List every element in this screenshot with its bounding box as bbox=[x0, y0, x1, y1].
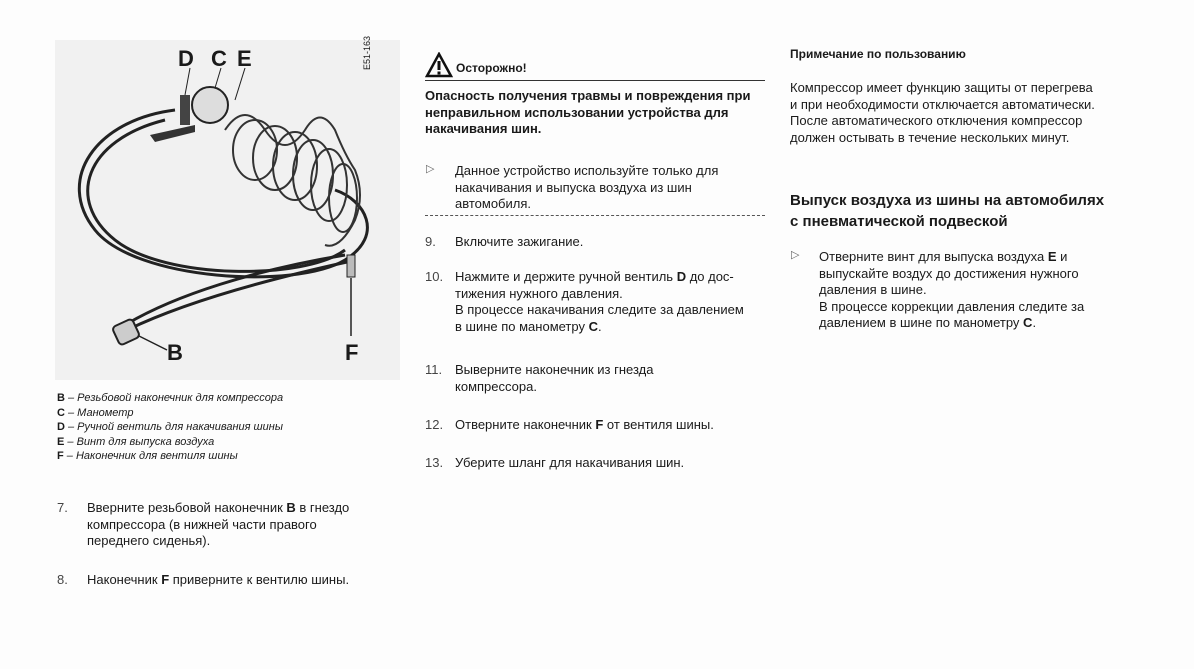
legend-item: C – Манометр bbox=[57, 406, 134, 419]
step-10: 10. Нажмите и держите ручной вентиль D до дос- тижения нужного давления. В процессе накачивания следите за давлением в шине по манометру C. bbox=[425, 269, 744, 334]
figure-legend bbox=[57, 391, 283, 464]
section-heading: Выпуск воздуха из шины на автомобилях с пневматической подвеской bbox=[790, 192, 1105, 230]
note-arrow-icon: ▷ bbox=[426, 163, 435, 175]
warning-divider bbox=[425, 80, 765, 81]
note-title: Примечание по пользованию bbox=[790, 47, 966, 61]
step-12: 12. Отверните наконечник F от вентиля шины. bbox=[425, 417, 714, 432]
step-8: 8. Наконечник F приверните к вентилю шины. bbox=[57, 572, 350, 587]
label-f: F bbox=[345, 340, 359, 365]
note-text: Компрессор имеет функцию защиты от перегрева и при необходимости отключается автоматически. После автоматического отключения компрессор должен остывать в течение нескольких минут. bbox=[790, 80, 1095, 145]
label-d: D bbox=[178, 46, 194, 71]
step-13: 13. Уберите шланг для накачивания шин. bbox=[425, 455, 685, 470]
label-e: E bbox=[237, 46, 252, 71]
warning-note: Данное устройство используйте только для накачивания и выпуска воздуха из шин автомобиля. bbox=[455, 163, 719, 211]
warning-end-divider bbox=[425, 215, 765, 216]
tire-inflation-hose-illustration bbox=[55, 40, 400, 380]
warning-title: Осторожно! bbox=[456, 61, 527, 75]
step-7: 7. Вверните резьбовой наконечник B в гнездо компрессора (в нижней части правого переднего сиденья). bbox=[57, 500, 350, 548]
label-c: C bbox=[211, 46, 227, 71]
legend-item: B – Резьбовой наконечник для компрессора bbox=[57, 392, 284, 404]
warning-text: Опасность получения травмы и повреждения при неправильном использовании устройства для накачивания шин. bbox=[425, 88, 751, 136]
note-arrow-icon: ▷ bbox=[791, 249, 800, 261]
legend-item: D – Ручной вентиль для накачивания шины bbox=[57, 421, 283, 433]
legend-item: F – Наконечник для вентиля шины bbox=[57, 450, 238, 462]
figure-code: E51-163 bbox=[362, 35, 372, 70]
step-11: 11. Выверните наконечник из гнезда компрессора. bbox=[425, 362, 654, 394]
legend-item: E – Винт для выпуска воздуха bbox=[57, 435, 215, 448]
step-9: 9. Включите зажигание. bbox=[425, 234, 584, 249]
deflate-instruction: Отверните винт для выпуска воздуха E и выпускайте воздух до достижения нужного давления в шине. В процессе коррекции давления следите за давлением в шине по манометру C. bbox=[819, 249, 1085, 330]
label-b: B bbox=[167, 340, 183, 365]
warning-triangle-icon bbox=[425, 52, 453, 78]
